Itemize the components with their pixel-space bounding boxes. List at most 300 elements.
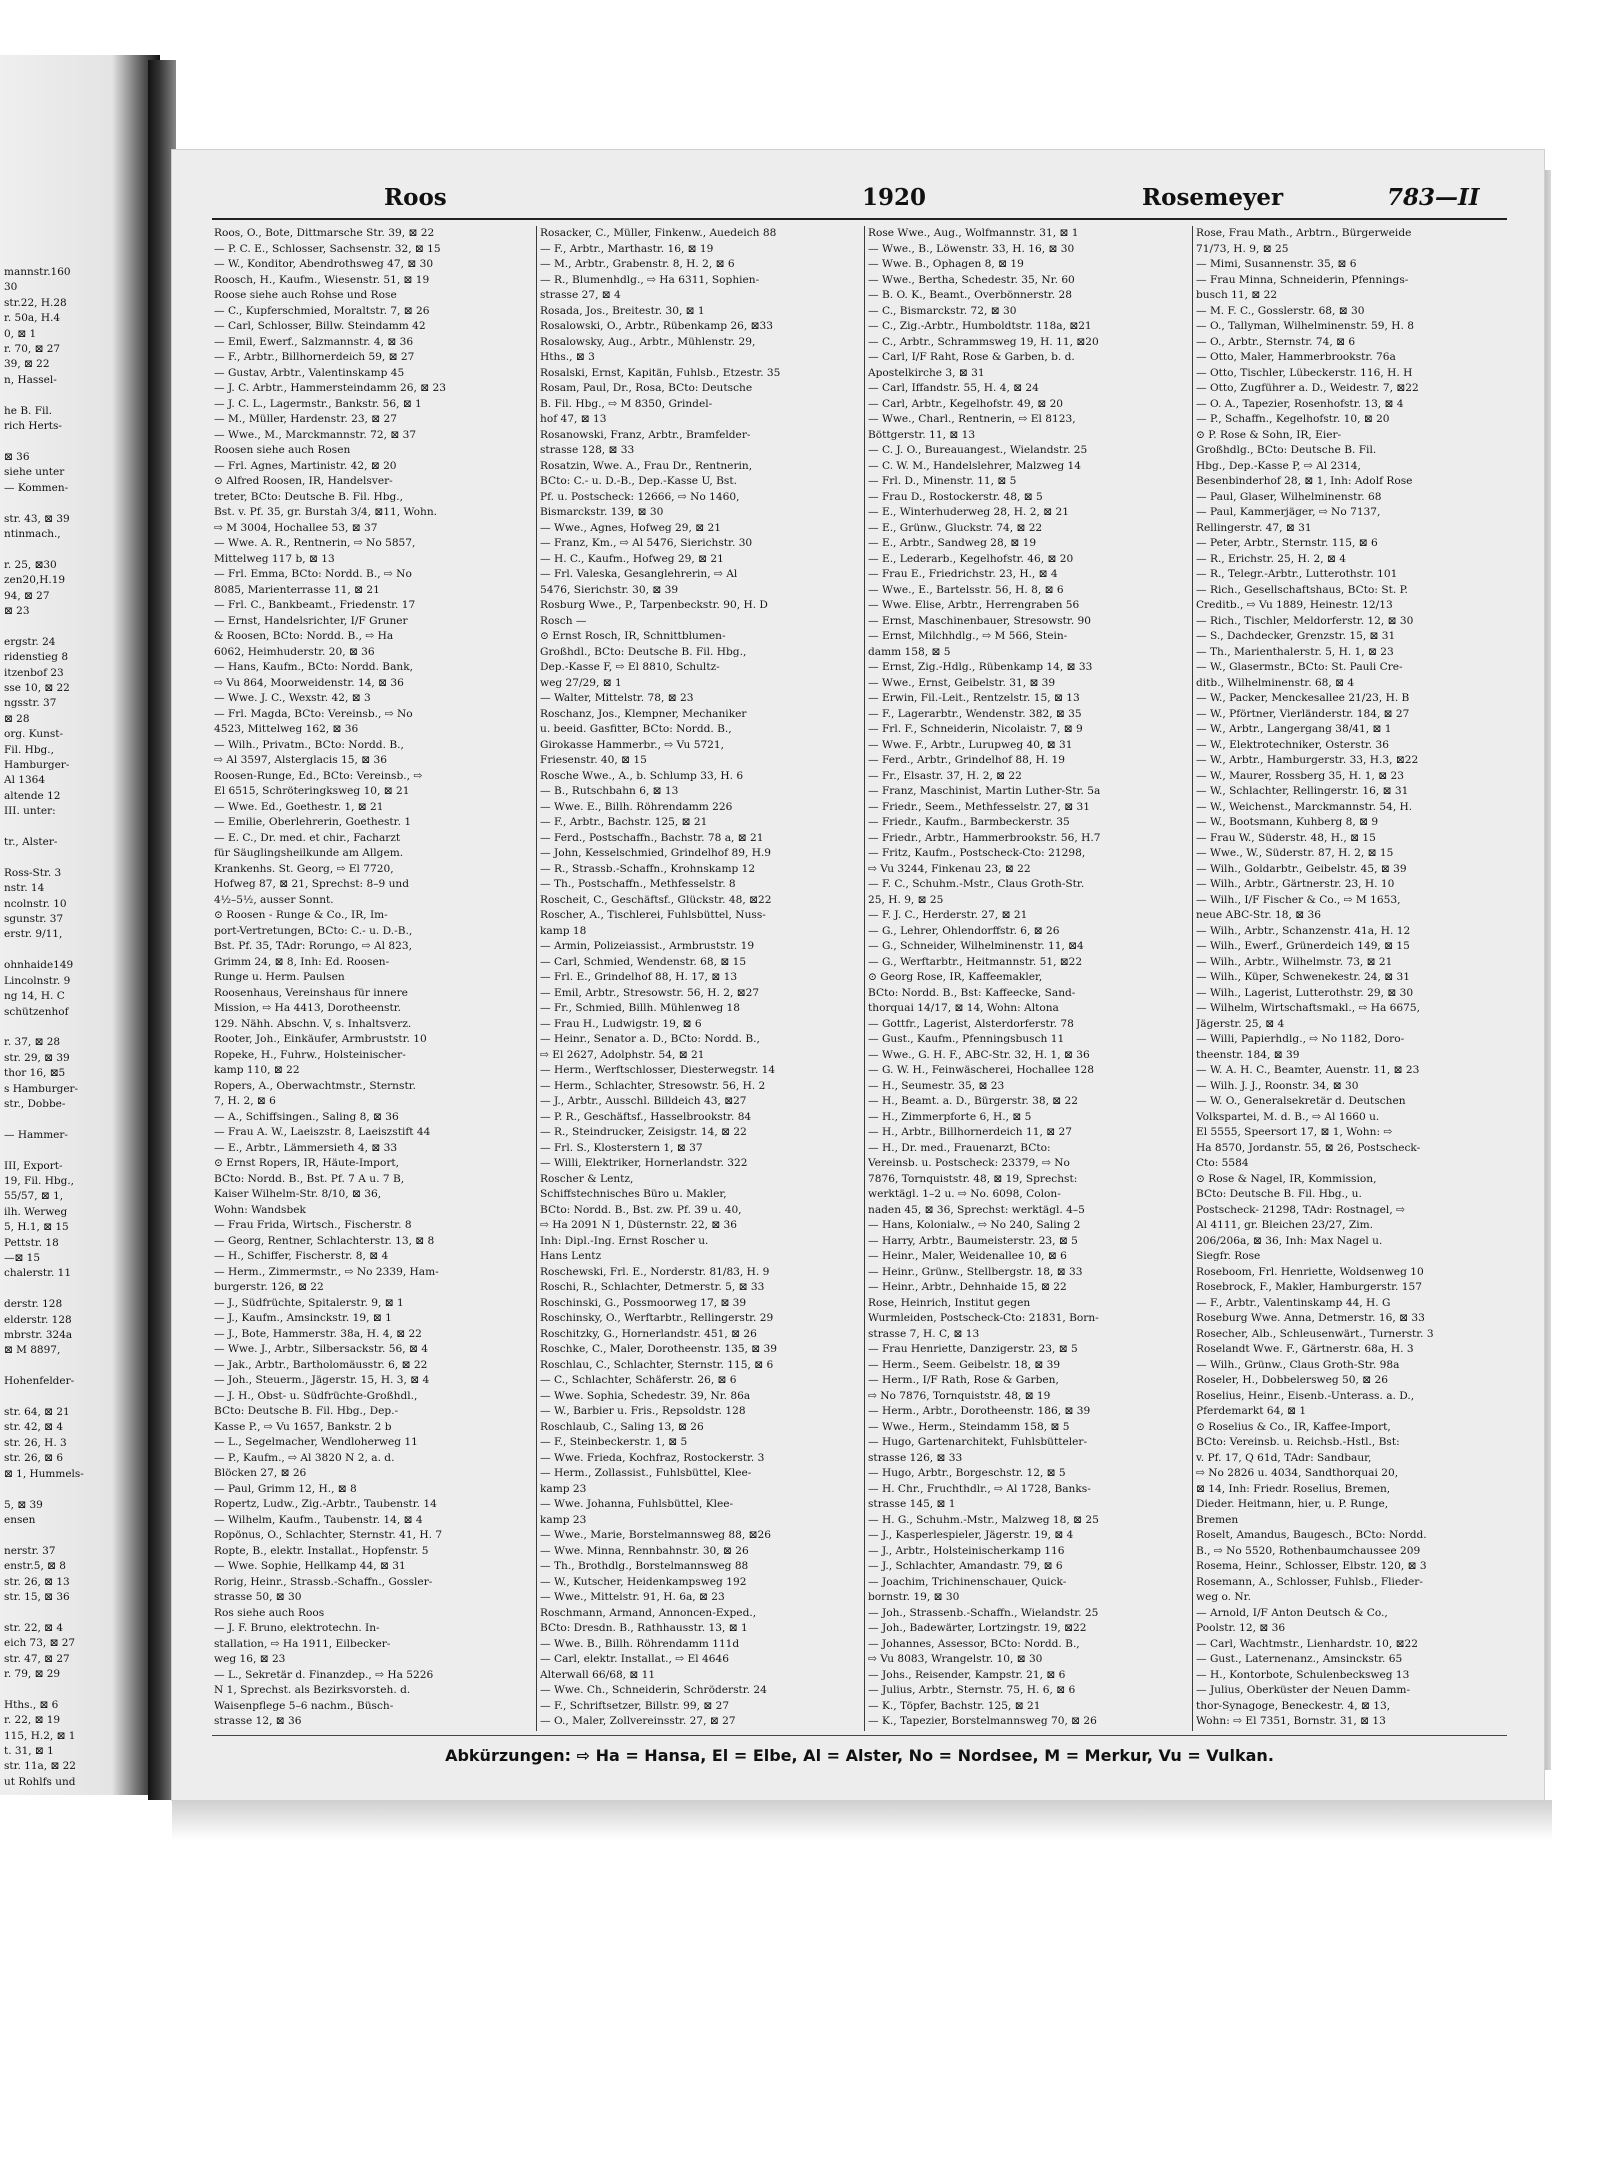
directory-entry-line: — Herm., Schlachter, Stresowstr. 56, H. 2	[540, 1079, 766, 1092]
directory-entry-line: — Wilh., Grünw., Claus Groth-Str. 98a	[1196, 1358, 1400, 1371]
directory-entry-line: strasse 7, H. C, ⊠ 13	[868, 1327, 980, 1340]
previous-page-fragment: n, Hassel-	[4, 373, 57, 386]
directory-entry-line: strasse 12, ⊠ 36	[214, 1715, 302, 1727]
directory-entry-line: — Jak., Arbtr., Bartholomäusstr. 6, ⊠ 22	[214, 1358, 428, 1371]
directory-entry-line: — W. A. H. C., Beamter, Auenstr. 11, ⊠ 23	[1196, 1064, 1420, 1076]
previous-page-fragment: ngsstr. 37	[4, 697, 57, 710]
previous-page-fragment: str. 43, ⊠ 39	[4, 512, 70, 525]
directory-entry-line: 4523, Mittelweg 162, ⊠ 36	[214, 723, 359, 735]
directory-entry-line: Roscheit, C., Geschäftsf., Glückstr. 48, ⊠22	[540, 893, 772, 906]
previous-page-fragment: str. 26, H. 3	[4, 1436, 67, 1449]
previous-page-fragment: Fil. Hbg.,	[4, 743, 54, 756]
directory-entry-line: — H., Kontorbote, Schulenbecksweg 13	[1196, 1668, 1410, 1681]
directory-entry-line: — Wilh., Arbtr., Gärtnerstr. 23, H. 10	[1196, 878, 1395, 890]
directory-entry-line: — Herm., I/F Rath, Rose & Garben,	[868, 1374, 1059, 1386]
directory-entry-line: — Herm., Werftschlosser, Diesterwegstr. 14	[540, 1064, 776, 1076]
directory-entry-line: — Frl. C., Bankbeamt., Friedenstr. 17	[214, 599, 416, 611]
directory-entry-line: — Wwe., Ernst, Geibelstr. 31, ⊠ 39	[868, 676, 1056, 689]
directory-entry-line: busch 11, ⊠ 22	[1196, 289, 1278, 301]
previous-page-fragment: str. 26, ⊠ 6	[4, 1452, 64, 1465]
directory-entry-line: Roschlau, C., Schlachter, Sternstr. 115, ⊠ 6	[540, 1358, 774, 1371]
directory-entry-line: — Wwe. A. R., Rentnerin, ⇨ No 5857,	[214, 537, 416, 549]
directory-entry-line: 7876, Tornquiststr. 48, ⊠ 19, Sprechst:	[868, 1172, 1078, 1185]
previous-page-fragment: 30	[4, 281, 18, 294]
directory-entry-line: — Wilh., Goldarbtr., Geibelstr. 45, ⊠ 39	[1196, 862, 1407, 875]
directory-columns	[214, 226, 1509, 1731]
directory-entry-line: — Frl. Valeska, Gesanglehrerin, ⇨ Al	[540, 568, 738, 580]
directory-entry-line: — Frau E., Friedrichstr. 23, H., ⊠ 4	[868, 568, 1058, 580]
directory-entry-line: — Frau D., Rostockerstr. 48, ⊠ 5	[868, 490, 1043, 503]
previous-page-fragment: thor 16, ⊠5	[4, 1067, 66, 1080]
previous-page-fragment: —⊠ 15	[4, 1252, 40, 1264]
previous-page-fragment	[4, 943, 160, 958]
directory-entry-line: — Walter, Mittelstr. 78, ⊠ 23	[540, 692, 694, 704]
previous-page-fragment	[4, 1482, 160, 1497]
previous-page-fragment: t. 31, ⊠ 1	[4, 1745, 54, 1757]
directory-entry-line: Rosanowski, Franz, Arbtr., Bramfelder-	[540, 428, 751, 441]
directory-entry-line: Rosch —	[540, 614, 587, 627]
previous-page-fragment: ⊠ 1, Hummels-	[4, 1467, 84, 1480]
directory-entry-line: Vereinsb. u. Postscheck: 23379, ⇨ No	[868, 1157, 1070, 1169]
directory-entry-line: ⊙ Alfred Roosen, IR, Handelsver-	[214, 475, 393, 487]
directory-entry-line: — Hans, Kaufm., BCto: Nordd. Bank,	[214, 661, 414, 673]
previous-page-fragment: r. 79, ⊠ 29	[4, 1667, 61, 1680]
directory-entry-line: Schiffstechnisches Büro u. Makler,	[540, 1188, 727, 1200]
previous-page-fragment: Ross-Str. 3	[4, 866, 62, 879]
directory-entry-line: BCto: Nordd. B., Bst. Pf. 7 A u. 7 B,	[214, 1172, 405, 1185]
directory-entry-line: — C., Arbtr., Schrammsweg 19, H. 11, ⊠20	[868, 335, 1099, 348]
directory-entry-line: ⊙ Ernst Rosch, IR, Schnittblumen-	[540, 630, 726, 642]
directory-entry-line: — Hans, Kolonialw., ⇨ No 240, Saling 2	[868, 1219, 1081, 1231]
directory-entry-line: — W., Bootsmann, Kuhberg 8, ⊠ 9	[1196, 816, 1379, 828]
directory-entry-line: — Joh., Badewärter, Lortzingstr. 19, ⊠22	[868, 1622, 1087, 1634]
directory-entry-line: ⊠ 14, Inh: Friedr. Roselius, Bremen,	[1196, 1482, 1391, 1495]
directory-entry-line: B. Fil. Hbg., ⇨ M 8350, Grindel-	[540, 397, 713, 410]
directory-entry-line: strasse 145, ⊠ 1	[868, 1498, 956, 1510]
header-first-entry: Roos	[384, 184, 447, 211]
directory-entry-line: ⊙ Roselius & Co., IR, Kaffee-Import,	[1196, 1420, 1391, 1433]
directory-entry-line: 8085, Marienterrasse 11, ⊠ 21	[214, 583, 380, 596]
directory-entry-line: ⇨ Vu 8083, Wrangelstr. 10, ⊠ 30	[868, 1653, 1043, 1665]
directory-entry-line: — Wwe. Ed., Goethestr. 1, ⊠ 21	[214, 800, 384, 813]
directory-entry-line: — Wwe., Agnes, Hofweg 29, ⊠ 21	[540, 521, 721, 534]
directory-entry-line: Rorig, Heinr., Strassb.-Schaffn., Gossler-	[214, 1575, 433, 1588]
directory-entry-line: — G., Lehrer, Ohlendorffstr. 6, ⊠ 26	[868, 924, 1060, 937]
directory-entry-line: — Wilh., Arbtr., Schanzenstr. 41a, H. 12	[1196, 924, 1411, 937]
previous-page-fragment: zen20,H.19	[4, 574, 66, 587]
directory-entry-line: — Frl. Magda, BCto: Vereinsb., ⇨ No	[214, 707, 413, 720]
previous-page-fragment: derstr. 128	[4, 1298, 63, 1311]
directory-entry-line: ⇨ Ha 2091 N 1, Düsternstr. 22, ⊠ 36	[540, 1219, 738, 1231]
directory-entry-line: — Carl, Arbtr., Kegelhofstr. 49, ⊠ 20	[868, 397, 1064, 410]
previous-page-fragment: org. Kunst-	[4, 728, 64, 741]
directory-entry-line: Großhdlg., BCto: Deutsche B. Fil.	[1196, 444, 1377, 456]
directory-entry-line: — Wwe. Minna, Rennbahnstr. 30, ⊠ 26	[540, 1544, 749, 1557]
directory-entry-line: Wurmleiden, Postscheck-Cto: 21831, Born-	[868, 1312, 1099, 1324]
directory-entry-line: — Frau A. W., Laeiszstr. 8, Laeiszstift 44	[214, 1126, 431, 1138]
directory-entry-line: — E., Grünw., Gluckstr. 74, ⊠ 22	[868, 521, 1043, 534]
directory-entry-line: BCto: Nordd. B., Bst. zw. Pf. 39 u. 40,	[540, 1203, 742, 1216]
directory-entry-line: — F., Lagerarbtr., Wendenstr. 382, ⊠ 35	[868, 707, 1082, 720]
directory-entry-line: — O. A., Tapezier, Rosenhofstr. 13, ⊠ 4	[1196, 397, 1404, 410]
directory-entry-line: damm 158, ⊠ 5	[868, 645, 951, 658]
directory-entry-line: — W., Elektrotechniker, Osterstr. 36	[1196, 738, 1389, 751]
directory-entry-line: ⊙ Georg Rose, IR, Kaffeemakler,	[868, 971, 1043, 983]
directory-entry-line: BCto: C.- u. D.-B., Dep.-Kasse U, Bst.	[540, 475, 737, 487]
directory-entry-line: Hths., ⊠ 3	[540, 351, 595, 363]
directory-entry-line: neue ABC-Str. 18, ⊠ 36	[1196, 909, 1321, 921]
previous-page-fragment	[4, 1143, 160, 1158]
directory-entry-line: thor-Synagoge, Beneckestr. 4, ⊠ 13,	[1196, 1699, 1391, 1712]
directory-entry-line: — Mimi, Susannenstr. 35, ⊠ 6	[1196, 258, 1357, 270]
directory-entry-line: — Fritz, Kaufm., Postscheck-Cto: 21298,	[868, 847, 1086, 859]
directory-entry-line: Rosemann, A., Schlosser, Fuhlsb., Flieder-	[1196, 1575, 1423, 1588]
previous-page-fragment	[4, 388, 160, 403]
directory-entry-line: Ropeke, H., Fuhrw., Holsteinischer-	[214, 1048, 406, 1061]
directory-entry-line: — Johs., Reisender, Kampstr. 21, ⊠ 6	[868, 1668, 1066, 1681]
directory-entry-line: — W., Konditor, Abendrothsweg 47, ⊠ 30	[214, 258, 434, 270]
directory-entry-line: — Paul, Grimm 12, H., ⊠ 8	[214, 1482, 357, 1495]
directory-entry-line: port-Vertretungen, BCto: C.- u. D.-B.,	[214, 924, 413, 937]
directory-entry-line: Postscheck- 21298, TAdr: Rostnagel, ⇨	[1196, 1203, 1405, 1216]
directory-entry-line: — B., Rutschbahn 6, ⊠ 13	[540, 785, 679, 797]
directory-entry-line: — F. J. C., Herderstr. 27, ⊠ 21	[868, 909, 1028, 921]
previous-page-fragment: ng 14, H. C	[4, 990, 65, 1003]
directory-entry-line: — Th., Marienthalerstr. 5, H. 1, ⊠ 23	[1196, 645, 1394, 658]
directory-entry-line: Roseboom, Frl. Henriette, Woldsenweg 10	[1196, 1265, 1424, 1278]
directory-entry-line: — O., Arbtr., Sternstr. 74, ⊠ 6	[1196, 335, 1356, 348]
directory-entry-line: — Wwe. B., Billh. Röhrendamm 111d	[540, 1637, 740, 1650]
directory-entry-line: Roschewski, Frl. E., Norderstr. 81/83, H. 9	[540, 1265, 770, 1278]
directory-entry-line: — S., Dachdecker, Grenzstr. 15, ⊠ 31	[1196, 630, 1396, 642]
directory-entry-line: — W., Arbtr., Hamburgerstr. 33, H.3, ⊠22	[1196, 754, 1419, 766]
directory-entry-line: — Hugo, Arbtr., Borgeschstr. 12, ⊠ 5	[868, 1467, 1066, 1479]
directory-entry-line: Ropönus, O., Schlachter, Sternstr. 41, H. 7	[214, 1529, 443, 1541]
directory-entry-line: — Carl, Wachtmstr., Lienhardstr. 10, ⊠22	[1196, 1637, 1419, 1650]
directory-entry-line: kamp 18	[540, 924, 587, 937]
previous-page-fragment: mbrstr. 324a	[4, 1329, 73, 1342]
directory-entry-line: Roschinsky, O., Werftarbtr., Rellingerstr. 29	[540, 1312, 774, 1324]
directory-entry-line: Rosacker, C., Müller, Finkenw., Auedeich 88	[540, 227, 777, 239]
previous-page-fragment	[4, 850, 160, 865]
directory-entry-line: — Arnold, I/F Anton Deutsch & Co.,	[1196, 1606, 1388, 1619]
directory-entry-line: Roschi, R., Schlachter, Detmerstr. 5, ⊠ 33	[540, 1281, 765, 1293]
abbreviations-footer: Abkürzungen: ⇨ Ha = Hansa, El = Elbe, Al = Alster, No = Nordsee, M = Merkur, Vu = Vulkan.	[445, 1746, 1274, 1765]
directory-entry-line: — Carl, Iffandstr. 55, H. 4, ⊠ 24	[868, 382, 1039, 394]
directory-entry-line: — P., Kaufm., ⇨ Al 3820 N 2, a. d.	[214, 1451, 395, 1464]
directory-entry-line: 7, H. 2, ⊠ 6	[214, 1095, 276, 1107]
directory-entry-line: — W., Maurer, Rossberg 35, H. 1, ⊠ 23	[1196, 769, 1404, 782]
column-3	[868, 226, 1190, 1731]
directory-entry-line: — E., Winterhuderweg 28, H. 2, ⊠ 21	[868, 506, 1069, 518]
directory-entry-line: El 5555, Speersort 17, ⊠ 1, Wohn: ⇨	[1196, 1126, 1393, 1138]
directory-entry-line: — H., Beamt. a. D., Bürgerstr. 38, ⊠ 22	[868, 1095, 1079, 1107]
directory-entry-line: — C., Kupferschmied, Moraltstr. 7, ⊠ 26	[214, 304, 430, 317]
directory-entry-line: Girokasse Hammerbr., ⇨ Vu 5721,	[540, 738, 725, 751]
previous-page-fragment: r. 70, ⊠ 27	[4, 343, 61, 356]
directory-entry-line: kamp 110, ⊠ 22	[214, 1064, 300, 1076]
directory-entry-line: — Willi, Papierhdlg., ⇨ No 1182, Doro-	[1196, 1033, 1405, 1045]
directory-entry-line: Wohn: ⇨ El 7351, Bornstr. 31, ⊠ 13	[1196, 1715, 1386, 1727]
directory-entry-line: — J., Kaufm., Amsinckstr. 19, ⊠ 1	[214, 1312, 392, 1324]
directory-entry-line: ⇨ No 2826 u. 4034, Sandthorquai 20,	[1196, 1467, 1399, 1479]
previous-page-fragment: 39, ⊠ 22	[4, 358, 50, 371]
directory-entry-line: Besenbinderhof 28, ⊠ 1, Inh: Adolf Rose	[1196, 475, 1413, 487]
directory-entry-line: — H., Arbtr., Billhornerdeich 11, ⊠ 27	[868, 1126, 1072, 1138]
directory-entry-line	[214, 1730, 534, 1732]
directory-entry-line: Roosen-Runge, Ed., BCto: Vereinsb., ⇨	[214, 769, 423, 782]
previous-page-fragment: Al 1364	[4, 774, 46, 787]
directory-entry-line: — Wilhelm, Kaufm., Taubenstr. 14, ⊠ 4	[214, 1513, 423, 1526]
directory-entry-line: — Frau Frida, Wirtsch., Fischerstr. 8	[214, 1219, 412, 1231]
directory-entry-line: Kasse P., ⇨ Vu 1657, Bankstr. 2 b	[214, 1420, 392, 1433]
previous-page-fragment: str. 64, ⊠ 21	[4, 1406, 70, 1419]
directory-entry-line: — Herm., Arbtr., Dorotheenstr. 186, ⊠ 39	[868, 1405, 1091, 1417]
directory-entry-line: — Otto, Zugführer a. D., Weidestr. 7, ⊠22	[1196, 382, 1419, 394]
directory-entry-line: — Frl. F., Schneiderin, Nicolaistr. 7, ⊠ 9	[868, 723, 1083, 735]
previous-page-fragment: tr., Alster-	[4, 836, 58, 849]
directory-entry-line: Ros siehe auch Roos	[214, 1606, 325, 1619]
directory-entry-line: — Friedr., Seem., Methfesselstr. 27, ⊠ 31	[868, 800, 1090, 813]
directory-entry-line: Siegfr. Rose	[1196, 1250, 1261, 1262]
directory-entry-line: — J., Schlachter, Amandastr. 79, ⊠ 6	[868, 1560, 1063, 1572]
directory-entry-line: — Wilh. J. J., Roonstr. 34, ⊠ 30	[1196, 1079, 1359, 1092]
column-divider	[1192, 226, 1193, 1731]
previous-page-fragment	[4, 1112, 160, 1127]
previous-page-fragment: str.22, H.28	[4, 296, 67, 309]
directory-entry-line: — H. Chr., Fruchthdlr., ⇨ Al 1728, Banks-	[868, 1482, 1091, 1495]
previous-page-fragment: — Kommen-	[4, 481, 69, 494]
directory-entry-line: — H., Dr. med., Frauenarzt, BCto:	[868, 1141, 1051, 1154]
directory-entry-line: Al 4111, gr. Bleichen 23/27, Zim.	[1196, 1219, 1373, 1231]
directory-entry-line: treter, BCto: Deutsche B. Fil. Hbg.,	[214, 490, 404, 503]
directory-entry-line: — Franz, Km., ⇨ Al 5476, Sierichstr. 30	[540, 537, 753, 549]
directory-entry-line	[1196, 1730, 1509, 1732]
directory-entry-line: Roschitzky, G., Hornerlandstr. 451, ⊠ 26	[540, 1327, 757, 1340]
directory-entry-line: Rosebrock, F., Makler, Hamburgerstr. 157	[1196, 1281, 1422, 1293]
directory-entry-line: — Julius, Arbtr., Sternstr. 75, H. 6, ⊠ 6	[868, 1684, 1076, 1696]
directory-entry-line: — O., Tallyman, Wilhelminenstr. 59, H. 8	[1196, 320, 1414, 332]
directory-entry-line: Roos, O., Bote, Dittmarsche Str. 39, ⊠ 22	[214, 227, 435, 239]
directory-entry-line: — Carl, Schmied, Wendenstr. 68, ⊠ 15	[540, 955, 747, 968]
previous-page-fragment: r. 37, ⊠ 28	[4, 1036, 61, 1049]
directory-entry-line: — Ferd., Arbtr., Grindelhof 88, H. 19	[868, 754, 1066, 766]
previous-page-fragment: ergstr. 24	[4, 635, 56, 648]
directory-entry-line: — Wwe. Ch., Schneiderin, Schröderstr. 24	[540, 1684, 767, 1696]
previous-page-fragment: ⊠ 28	[4, 712, 30, 725]
directory-entry-line: Pf. u. Postscheck: 12666, ⇨ No 1460,	[540, 490, 740, 503]
directory-entry-line: — W., Packer, Menckesallee 21/23, H. B	[1196, 692, 1410, 704]
previous-page-fragment: elderstr. 128	[4, 1313, 72, 1326]
directory-entry-line: — Wwe., E., Bartelsstr. 56, H. 8, ⊠ 6	[868, 583, 1064, 596]
directory-entry-line: — E., Arbtr., Lämmersieth 4, ⊠ 33	[214, 1141, 398, 1154]
directory-entry-line: — Wwe. Frieda, Kochfraz, Rostockerstr. 3	[540, 1451, 765, 1464]
previous-page-fragment	[4, 1390, 160, 1405]
directory-entry-line	[540, 1730, 862, 1732]
directory-entry-line: Inh: Dipl.-Ing. Ernst Roscher u.	[540, 1234, 709, 1247]
directory-entry-line: — Wwe. Elise, Arbtr., Herrengraben 56	[868, 599, 1080, 611]
previous-page-fragment: III, Export-	[4, 1159, 63, 1172]
directory-entry-line: Bst. v. Pf. 35, gr. Burstah 3/4, ⊠11, Wohn.	[214, 506, 438, 518]
directory-entry-line: Runge u. Herm. Paulsen	[214, 971, 345, 983]
directory-entry-line: — Gottfr., Lagerist, Alsterdorferstr. 78	[868, 1017, 1074, 1030]
previous-page-fragment	[4, 1020, 160, 1035]
directory-entry-line: — Julius, Oberküster der Neuen Damm-	[1196, 1684, 1411, 1696]
directory-entry-line: — W., Arbtr., Langergang 38/41, ⊠ 1	[1196, 723, 1392, 735]
directory-entry-line: — J., Arbtr., Ausschl. Billdeich 43, ⊠27	[540, 1095, 747, 1107]
directory-entry-line: — Wwe., Charl., Rentnerin, ⇨ El 8123,	[868, 413, 1076, 425]
directory-entry-line: ditb., Wilhelminenstr. 68, ⊠ 4	[1196, 676, 1355, 689]
previous-page-fragment: 5, H.1, ⊠ 15	[4, 1221, 69, 1234]
directory-entry-line: Jägerstr. 25, ⊠ 4	[1196, 1017, 1285, 1030]
previous-page-fragment: altende 12	[4, 789, 61, 802]
previous-page-fragment: str. 42, ⊠ 4	[4, 1421, 64, 1434]
directory-entry-line: Roselt, Amandus, Baugesch., BCto: Nordd.	[1196, 1529, 1427, 1541]
directory-entry-line: — Wilh., Privatm., BCto: Nordd. B.,	[214, 738, 404, 751]
directory-entry-line: — Ernst, Maschinenbauer, Stresowstr. 90	[868, 614, 1092, 627]
directory-entry-line: — Wwe., M., Marckmannstr. 72, ⊠ 37	[214, 428, 417, 441]
previous-page-fragment: r. 25, ⊠30	[4, 558, 57, 571]
previous-page-fragment: enstr.5, ⊠ 8	[4, 1560, 66, 1573]
directory-entry-line: — Wilh., Ewerf., Grünerdeich 149, ⊠ 15	[1196, 940, 1410, 952]
directory-entry-line: Blöcken 27, ⊠ 26	[214, 1467, 307, 1479]
directory-entry-line: — R., Steindrucker, Zeisigstr. 14, ⊠ 22	[540, 1126, 747, 1138]
directory-entry-line: u. beeid. Gasfitter, BCto: Nordd. B.,	[540, 723, 732, 735]
previous-page-fragment: 115, H.2, ⊠ 1	[4, 1729, 76, 1742]
directory-entry-line: ⇨ El 2627, Adolphstr. 54, ⊠ 21	[540, 1048, 705, 1061]
directory-entry-line: — Fr., Elsastr. 37, H. 2, ⊠ 22	[868, 769, 1022, 782]
previous-page-fragment: Hamburger-	[4, 759, 70, 771]
header-rule	[212, 218, 1507, 220]
directory-entry-line: Bst. Pf. 35, TAdr: Rorungo, ⇨ Al 823,	[214, 940, 412, 952]
directory-entry-line: — Ernst, Milchhdlg., ⇨ M 566, Stein-	[868, 630, 1068, 642]
previous-page-fragment: 19, Fil. Hbg.,	[4, 1174, 74, 1187]
directory-entry-line: 5476, Sierichstr. 30, ⊠ 39	[540, 583, 679, 596]
directory-entry-line: Mittelweg 117 b, ⊠ 13	[214, 552, 335, 565]
directory-entry-line: Pferdemarkt 64, ⊠ 1	[1196, 1405, 1307, 1417]
directory-entry-line: Roschke, C., Maler, Dorotheenstr. 135, ⊠ 39	[540, 1343, 778, 1355]
directory-entry-line: — Frl. D., Minenstr. 11, ⊠ 5	[868, 475, 1017, 487]
previous-page-fragment: str. 26, ⊠ 13	[4, 1575, 70, 1588]
directory-entry-line: — Emil, Ewerf., Salzmannstr. 4, ⊠ 36	[214, 335, 414, 348]
directory-entry-line: — Wwe. B., Ophagen 8, ⊠ 19	[868, 258, 1024, 270]
directory-entry-line: Rellingerstr. 47, ⊠ 31	[1196, 521, 1312, 534]
directory-entry-line: — J., Arbtr., Holsteinischerkamp 116	[868, 1544, 1065, 1557]
directory-entry-line: — H., Zimmerpforte 6, H., ⊠ 5	[868, 1110, 1032, 1123]
directory-entry-line: — Wwe., Bertha, Schedestr. 35, Nr. 60	[868, 273, 1075, 286]
directory-entry-line: weg 16, ⊠ 23	[214, 1653, 286, 1665]
directory-entry-line: — Gust., Kaufm., Pfenningsbusch 11	[868, 1033, 1065, 1045]
directory-entry-line: — J. C. Arbtr., Hammersteindamm 26, ⊠ 23	[214, 382, 446, 394]
directory-entry-line: — J. H., Obst- u. Südfrüchte-Großhdl.,	[214, 1389, 418, 1402]
directory-entry-line: — Wilh., Küper, Schwenekestr. 24, ⊠ 31	[1196, 971, 1410, 983]
directory-entry-line	[868, 1730, 1190, 1732]
previous-page-strip	[0, 55, 160, 1795]
directory-entry-line: — H. C., Kaufm., Hofweg 29, ⊠ 21	[540, 552, 724, 565]
directory-entry-line: Roseler, H., Dobbelersweg 50, ⊠ 26	[1196, 1374, 1388, 1386]
page-bottom-shadow	[172, 1800, 1552, 1840]
directory-entry-line: — C. J. O., Bureauangest., Wielandstr. 25	[868, 444, 1088, 456]
directory-entry-line: stallation, ⇨ Ha 1911, Eilbecker-	[214, 1637, 391, 1650]
previous-page-fragment: str. 29, ⊠ 39	[4, 1051, 70, 1064]
directory-entry-line: Rosche Wwe., A., b. Schlump 33, H. 6	[540, 769, 744, 782]
previous-page-fragment: eich 73, ⊠ 27	[4, 1637, 76, 1650]
directory-entry-line: — H., Schiffer, Fischerstr. 8, ⊠ 4	[214, 1250, 389, 1262]
directory-entry-line: thorquai 14/17, ⊠ 14, Wohn: Altona	[868, 1002, 1059, 1014]
previous-page-fragments	[0, 55, 160, 1795]
directory-entry-line: Rosalowski, O., Arbtr., Rübenkamp 26, ⊠33	[540, 320, 774, 332]
previous-page-fragment: ilh. Werweg	[4, 1205, 68, 1218]
directory-entry-line: — W., Pförtner, Vierländerstr. 184, ⊠ 27	[1196, 707, 1410, 720]
directory-entry-line: El 6515, Schröteringksweg 10, ⊠ 21	[214, 785, 410, 797]
directory-entry-line: — Rich., Tischler, Meldorferstr. 12, ⊠ 30	[1196, 614, 1414, 627]
directory-entry-line: Roosenhaus, Vereinshaus für innere	[214, 986, 408, 999]
previous-page-fragment: str. 47, ⊠ 27	[4, 1652, 70, 1665]
directory-entry-line: Wohn: Wandsbek	[214, 1203, 306, 1216]
directory-entry-line: — R., Telegr.-Arbtr., Lutterothstr. 101	[1196, 568, 1398, 580]
directory-entry-line: Alterwall 66/68, ⊠ 11	[540, 1668, 656, 1681]
directory-entry-line: — G., Schneider, Wilhelminenstr. 11, ⊠4	[868, 940, 1084, 952]
directory-entry-line: BCto: Deutsche B. Fil. Hbg., Dep.-	[214, 1405, 399, 1417]
previous-page-fragment: ut Rohlfs und	[4, 1775, 76, 1788]
directory-entry-line: — Wwe. E., Billh. Röhrendamm 226	[540, 800, 733, 813]
column-divider	[536, 226, 537, 1731]
directory-entry-line: — Friedr., Arbtr., Hammerbrookstr. 56, H.7	[868, 831, 1101, 844]
previous-page-fragment: ridenstieg 8	[4, 651, 68, 664]
directory-entry-line: Roschanz, Jos., Klempner, Mechaniker	[540, 707, 747, 720]
directory-entry-line: — M., Arbtr., Grabenstr. 8, H. 2, ⊠ 6	[540, 258, 735, 270]
directory-entry-line: Kaiser Wilhelm-Str. 8/10, ⊠ 36,	[214, 1188, 382, 1200]
directory-entry-line: — A., Schiffsingen., Saling 8, ⊠ 36	[214, 1110, 399, 1123]
directory-entry-line: — Georg, Rentner, Schlachterstr. 13, ⊠ 8	[214, 1234, 435, 1247]
previous-page-fragment: Hths., ⊠ 6	[4, 1698, 59, 1711]
directory-entry-line: Dep.-Kasse F, ⇨ El 8810, Schultz-	[540, 661, 720, 673]
directory-entry-line: — Ernst, Zig.-Hdlg., Rübenkamp 14, ⊠ 33	[868, 661, 1093, 673]
directory-entry-line: — R., Blumenhdlg., ⇨ Ha 6311, Sophien-	[540, 273, 760, 286]
previous-page-fragment	[4, 820, 160, 835]
directory-entry-line: Hbg., Dep.-Kasse P, ⇨ Al 2314,	[1196, 459, 1361, 472]
directory-entry-line: — Frl. Emma, BCto: Nordd. B., ⇨ No	[214, 568, 412, 580]
column-divider	[864, 226, 865, 1731]
directory-entry-line: — M. F. C., Gosslerstr. 68, ⊠ 30	[1196, 304, 1365, 317]
column-1	[214, 226, 534, 1731]
directory-entry-line: — Wwe., Mittelstr. 91, H. 6a, ⊠ 23	[540, 1591, 725, 1603]
directory-entry-line: — Wwe., Herm., Steindamm 158, ⊠ 5	[868, 1420, 1070, 1433]
previous-page-fragment: schützenhof	[4, 1005, 69, 1018]
directory-entry-line: Rose, Frau Math., Arbtrn., Bürgerweide	[1196, 227, 1412, 239]
directory-entry-line: — Frau Henriette, Danzigerstr. 23, ⊠ 5	[868, 1343, 1078, 1355]
previous-page-fragment	[4, 1359, 160, 1374]
previous-page-fragment: 55/57, ⊠ 1,	[4, 1190, 64, 1203]
directory-entry-line: — Peter, Arbtr., Sternstr. 115, ⊠ 6	[1196, 537, 1378, 549]
directory-entry-line: Krankenhs. St. Georg, ⇨ El 7720,	[214, 862, 394, 875]
previous-page-fragment: 5, ⊠ 39	[4, 1498, 43, 1511]
directory-entry-line: Roscher & Lentz,	[540, 1172, 634, 1185]
previous-page-fragment: ntinmach.,	[4, 527, 61, 540]
directory-entry-line: Roosch, H., Kaufm., Wiesenstr. 51, ⊠ 19	[214, 273, 430, 286]
directory-entry-line: — J. F. Bruno, elektrotechn. In-	[214, 1622, 380, 1634]
directory-entry-line: ⇨ No 7876, Tornquiststr. 48, ⊠ 19	[868, 1389, 1051, 1402]
directory-entry-line: — Franz, Maschinist, Martin Luther-Str. 5a	[868, 785, 1101, 797]
previous-page-fragment	[4, 1528, 160, 1543]
directory-entry-line: Böttgerstr. 11, ⊠ 13	[868, 428, 976, 441]
directory-entry-line: — Carl, elektr. Installat., ⇨ El 4646	[540, 1653, 729, 1665]
directory-entry-line: kamp 23	[540, 1482, 587, 1495]
directory-entry-line: Hans Lentz	[540, 1250, 602, 1262]
previous-page-fragment: chalerstr. 11	[4, 1267, 72, 1280]
directory-entry-line: — Carl, I/F Raht, Rose & Garben, b. d.	[868, 351, 1075, 363]
previous-page-fragment: rich Herts-	[4, 420, 62, 433]
